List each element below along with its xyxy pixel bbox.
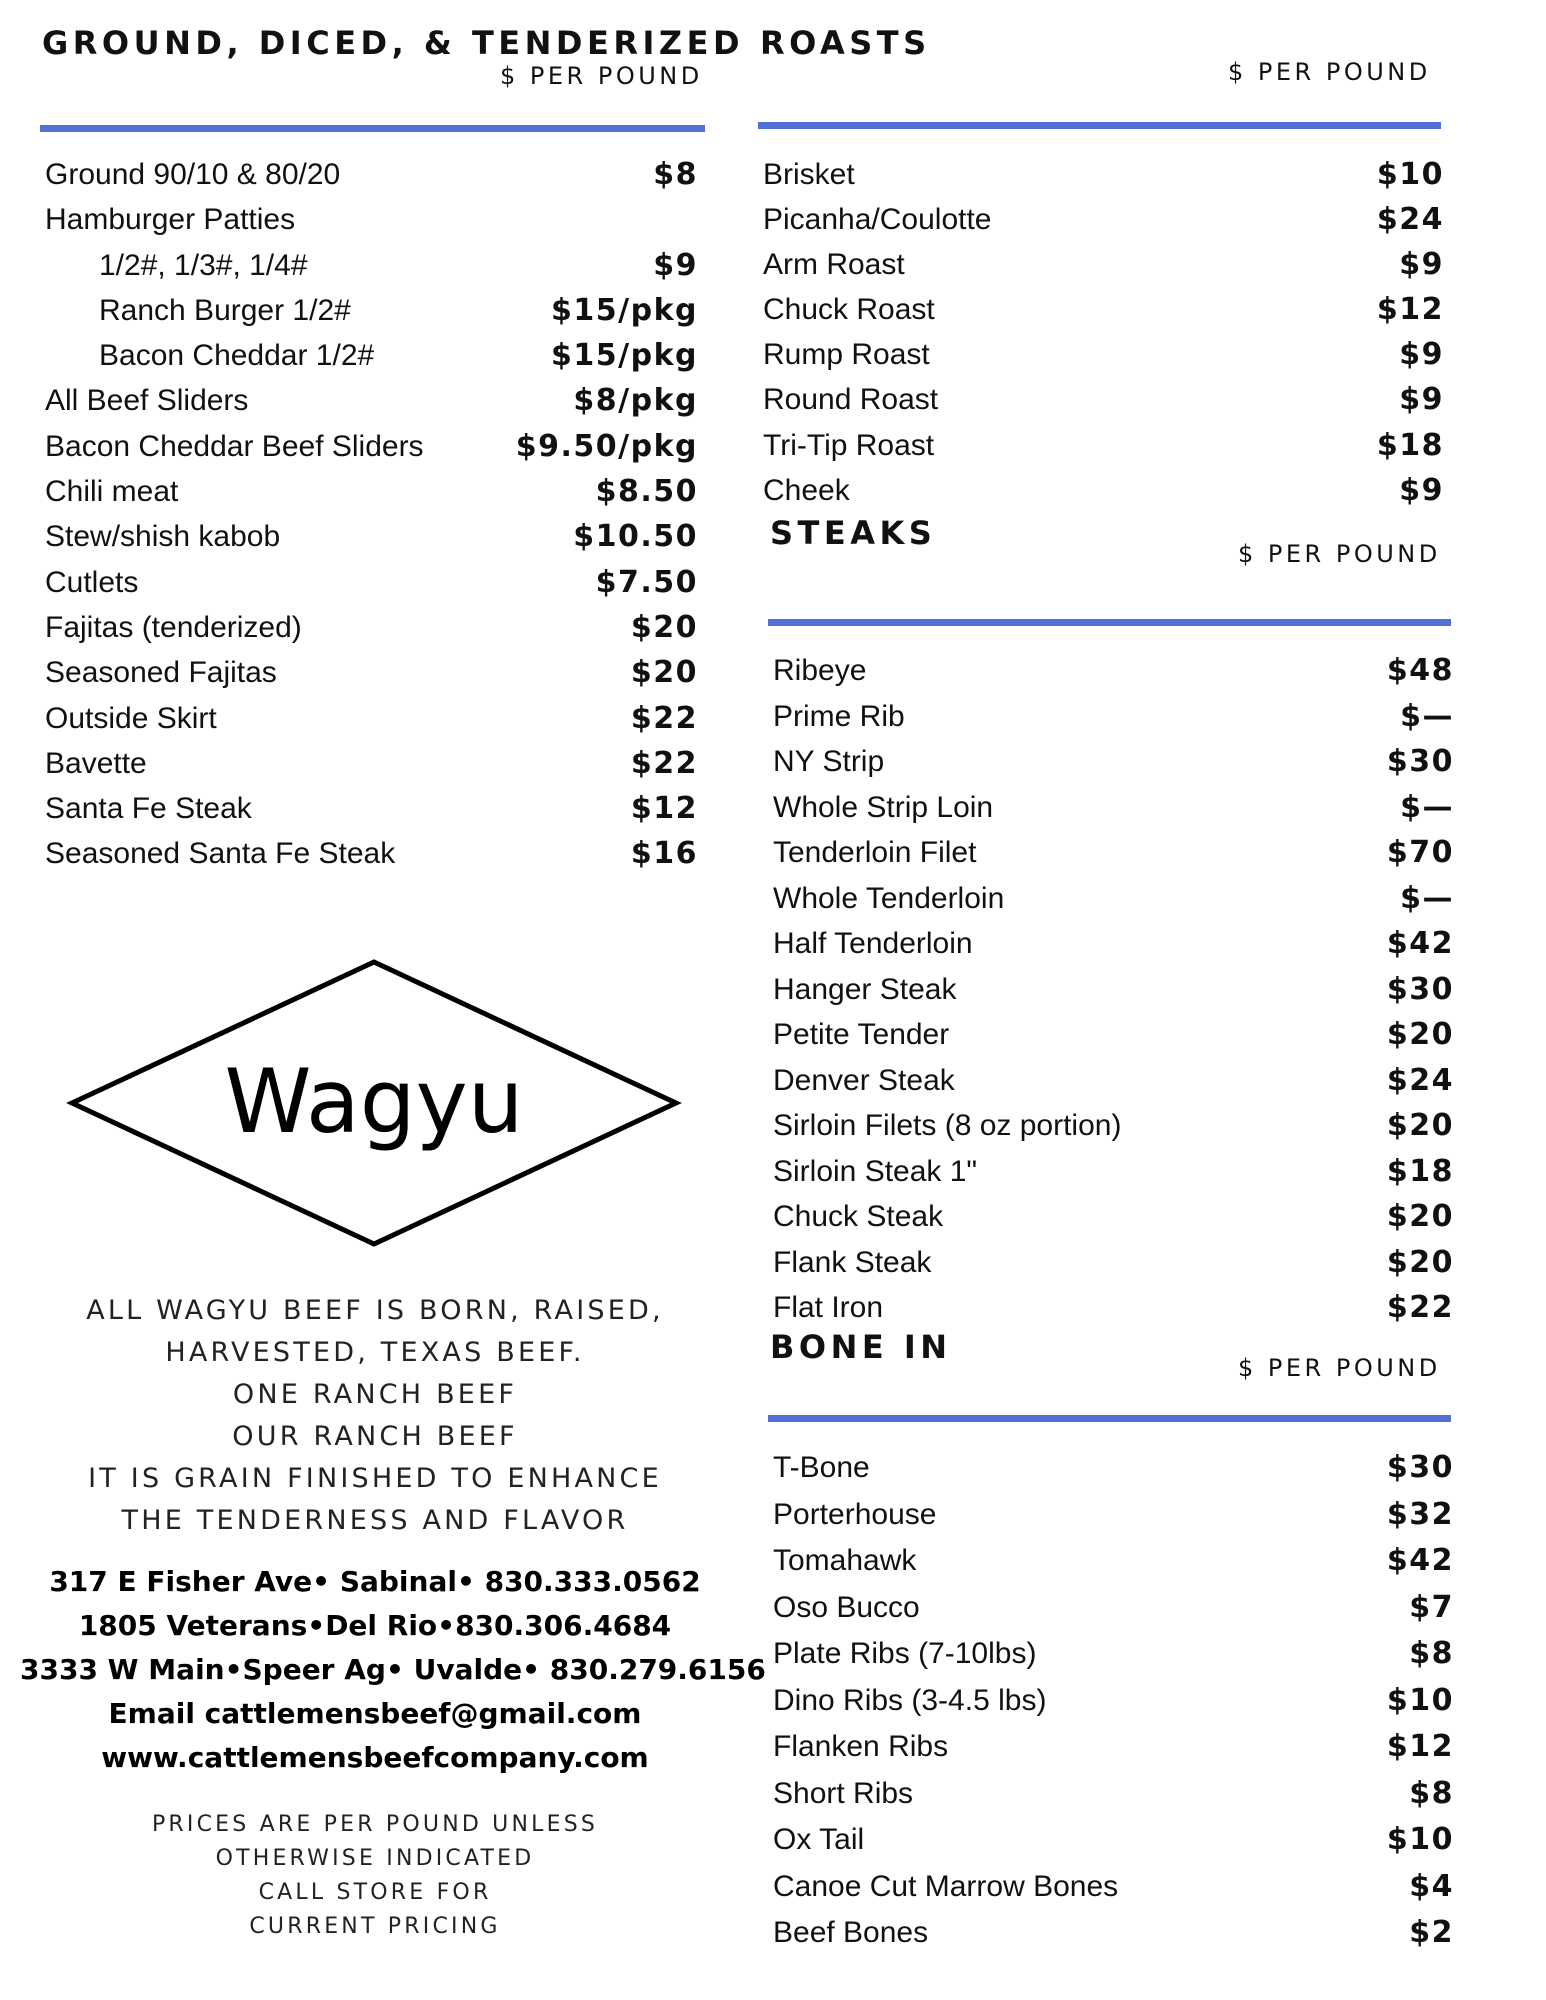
- contact-info: [20, 1560, 766, 1780]
- blurb-line: HARVESTED, TEXAS BEEF.: [165, 1337, 585, 1368]
- item-price: $—: [1400, 698, 1454, 734]
- item-name: Beef Bones: [773, 1916, 929, 1949]
- blurb-line: IT IS GRAIN FINISHED TO ENHANCE: [88, 1463, 662, 1494]
- item-name: Rump Roast: [763, 338, 930, 372]
- item-price: $42: [1386, 926, 1454, 961]
- contact-line: Email cattlemensbeef@gmail.com: [108, 1697, 642, 1730]
- menu-item-1-2-1-3-1-4: [45, 247, 698, 296]
- item-price: $32: [1386, 1496, 1454, 1532]
- menu-item-bacon-cheddar-1-2: [45, 338, 698, 386]
- item-name: Prime Rib: [773, 699, 905, 733]
- ground-per-pound-label: $ PER POUND: [500, 62, 703, 90]
- item-name: Seasoned Santa Fe Steak: [45, 837, 396, 871]
- item-price: $10: [1376, 157, 1444, 192]
- ground-price-list: [45, 157, 698, 885]
- pricing-note: [70, 1808, 680, 1944]
- menu-item-chuck-roast: [763, 292, 1444, 340]
- menu-item-round-roast: [763, 382, 1444, 430]
- item-price: $8.50: [595, 474, 698, 510]
- ground-section-title: GROUND, DICED, & TENDERIZED: [42, 24, 745, 62]
- item-price: $4: [1409, 1868, 1454, 1904]
- item-name: Ground 90/10 & 80/20: [45, 158, 341, 191]
- item-name: Fajitas (tenderized): [45, 610, 302, 644]
- item-name: Cutlets: [45, 565, 139, 599]
- item-name: Flank Steak: [773, 1245, 932, 1279]
- item-price: $15/pkg: [551, 338, 698, 374]
- menu-item-brisket: [763, 157, 1444, 205]
- menu-item-santa-fe-steak: [45, 791, 698, 839]
- item-name: Chili meat: [45, 475, 179, 509]
- item-price: $30: [1386, 971, 1454, 1007]
- menu-item-flank-steak: [773, 1244, 1454, 1294]
- item-name: NY Strip: [773, 745, 885, 778]
- item-price: $30: [1386, 1450, 1454, 1485]
- item-price: $12: [1376, 292, 1444, 328]
- item-name: Santa Fe Steak: [45, 792, 252, 826]
- steaks-divider: [768, 619, 1451, 626]
- item-price: $16: [630, 836, 698, 872]
- item-price: $9: [1399, 247, 1444, 283]
- item-name: Bacon Cheddar 1/2#: [99, 339, 375, 373]
- item-name: Whole Tenderloin: [773, 881, 1005, 915]
- note-line: CALL STORE FOR: [258, 1880, 492, 1905]
- bone-in-divider: [768, 1415, 1451, 1422]
- item-price: $18: [1386, 1153, 1454, 1189]
- item-price: $18: [1376, 427, 1444, 463]
- item-name: Tomahawk: [773, 1544, 917, 1577]
- item-price: $9: [1399, 337, 1444, 373]
- menu-item-outside-skirt: [45, 700, 698, 749]
- roasts-section-title: ROASTS: [760, 24, 931, 62]
- item-price: $—: [1400, 880, 1454, 916]
- item-price: $20: [1386, 1199, 1454, 1234]
- blurb-line: THE TENDERNESS AND FLAVOR: [121, 1505, 629, 1536]
- item-price: $15/pkg: [551, 292, 698, 328]
- note-line: OTHERWISE INDICATED: [215, 1846, 535, 1871]
- item-price: $20: [630, 655, 698, 691]
- menu-item-sirloin-filets-8-oz-portion: [773, 1108, 1454, 1157]
- note-line: PRICES ARE PER POUND UNLESS: [151, 1812, 599, 1837]
- blurb-line: ALL WAGYU BEEF IS BORN, RAISED,: [86, 1295, 664, 1326]
- item-name: Sirloin Filets (8 oz portion): [773, 1109, 1122, 1142]
- wagyu-logo: [66, 958, 682, 1248]
- menu-item-cutlets: [45, 564, 698, 613]
- item-name: Petite Tender: [773, 1018, 950, 1051]
- item-name: Chuck Roast: [763, 293, 935, 327]
- menu-item-hamburger-patties: [45, 205, 698, 250]
- menu-item-tri-tip-roast: [763, 427, 1444, 476]
- item-name: Seasoned Fajitas: [45, 656, 277, 690]
- item-price: $48: [1386, 653, 1454, 688]
- roasts-price-list: [763, 157, 1444, 521]
- item-name: Ribeye: [773, 654, 867, 687]
- item-name: Picanha/Coulotte: [763, 203, 992, 237]
- wagyu-description: [40, 1290, 710, 1542]
- item-price: $24: [1386, 1062, 1454, 1098]
- menu-item-beef-bones: [773, 1915, 1454, 1965]
- item-name: Short Ribs: [773, 1776, 914, 1810]
- item-name: Stew/shish kabob: [45, 520, 281, 554]
- menu-item-dino-ribs-3-4-5-lbs: [773, 1682, 1454, 1733]
- item-price: $9.50/pkg: [515, 428, 698, 464]
- menu-item-whole-tenderloin: [773, 880, 1454, 930]
- bone-in-price-list: [773, 1450, 1454, 1965]
- steaks-per-pound-label: $ PER POUND: [1238, 540, 1441, 568]
- menu-item-all-beef-sliders: [45, 383, 698, 431]
- item-price: $20: [1386, 1108, 1454, 1143]
- item-name: Porterhouse: [773, 1497, 937, 1531]
- menu-item-ground-90-10-80-20: [45, 157, 698, 205]
- item-price: $10: [1386, 1682, 1454, 1718]
- menu-item-fajitas-tenderized: [45, 609, 698, 658]
- item-price: $7: [1409, 1589, 1454, 1625]
- menu-item-flanken-ribs: [773, 1729, 1454, 1779]
- wagyu-logo-text: Wagyu: [224, 1050, 524, 1153]
- item-price: $12: [630, 791, 698, 827]
- menu-item-ranch-burger-1-2: [45, 292, 698, 341]
- menu-item-short-ribs: [773, 1775, 1454, 1826]
- item-price: $9: [653, 247, 698, 283]
- menu-item-ox-tail: [773, 1822, 1454, 1872]
- bone-in-per-pound-label: $ PER POUND: [1238, 1354, 1441, 1382]
- item-name: Whole Strip Loin: [773, 790, 994, 824]
- item-price: $42: [1386, 1543, 1454, 1578]
- item-name: Arm Roast: [763, 248, 905, 282]
- menu-item-picanha-coulotte: [763, 202, 1444, 250]
- item-price: $24: [1376, 202, 1444, 238]
- menu-item-chili-meat: [45, 474, 698, 522]
- bone-in-section-title: BONE IN: [770, 1328, 952, 1366]
- item-price: $20: [1386, 1017, 1454, 1052]
- roasts-per-pound-label: $ PER POUND: [1228, 58, 1431, 86]
- blurb-line: ONE RANCH BEEF: [232, 1379, 518, 1410]
- menu-item-bavette: [45, 745, 698, 794]
- item-price: $22: [630, 745, 698, 781]
- note-line: CURRENT PRICING: [249, 1914, 501, 1939]
- item-price: $22: [1386, 1290, 1454, 1325]
- menu-item-plate-ribs-7-10lbs: [773, 1636, 1454, 1686]
- item-name: T-Bone: [773, 1451, 870, 1484]
- item-name: Denver Steak: [773, 1063, 955, 1097]
- item-price: $8/pkg: [573, 383, 698, 419]
- menu-item-tomahawk: [773, 1543, 1454, 1593]
- menu-item-stew-shish-kabob: [45, 519, 698, 567]
- item-name: Cheek: [763, 473, 850, 507]
- item-price: $2: [1409, 1915, 1454, 1950]
- steaks-price-list: [773, 653, 1454, 1339]
- menu-item-canoe-cut-marrow-bones: [773, 1868, 1454, 1919]
- contact-line: 317 E Fisher Ave• Sabinal• 830.333.0562: [49, 1565, 701, 1598]
- item-name: Tri-Tip Roast: [763, 428, 935, 462]
- item-name: Sirloin Steak 1": [773, 1154, 978, 1188]
- item-name: All Beef Sliders: [45, 384, 249, 418]
- menu-item-ny-strip: [773, 744, 1454, 793]
- menu-item-seasoned-fajitas: [45, 655, 698, 703]
- menu-item-petite-tender: [773, 1017, 1454, 1066]
- item-price: $9: [1399, 382, 1444, 418]
- item-name: Plate Ribs (7-10lbs): [773, 1637, 1037, 1670]
- item-name: Bavette: [45, 746, 147, 780]
- item-price: $8: [1409, 1775, 1454, 1811]
- item-name: Outside Skirt: [45, 701, 217, 735]
- item-price: $22: [630, 700, 698, 736]
- item-name: Bacon Cheddar Beef Sliders: [45, 429, 424, 463]
- item-name: Ranch Burger 1/2#: [99, 293, 351, 327]
- steaks-section-title: STEAKS: [770, 514, 937, 552]
- item-name: Tenderloin Filet: [773, 836, 977, 869]
- item-name: Flanken Ribs: [773, 1730, 949, 1763]
- menu-item-prime-rib: [773, 698, 1454, 748]
- item-price: $70: [1386, 835, 1454, 870]
- item-name: Brisket: [763, 158, 855, 191]
- item-name: Ox Tail: [773, 1823, 865, 1856]
- item-price: $7.50: [595, 564, 698, 600]
- menu-item-bacon-cheddar-beef-sliders: [45, 428, 698, 477]
- item-price: $10.50: [573, 519, 698, 555]
- item-price: $12: [1386, 1729, 1454, 1764]
- menu-item-denver-steak: [773, 1062, 1454, 1112]
- item-name: Hanger Steak: [773, 972, 957, 1006]
- menu-item-seasoned-santa-fe-steak: [45, 836, 698, 884]
- item-price: $20: [1386, 1244, 1454, 1280]
- item-price: $30: [1386, 744, 1454, 779]
- roasts-divider: [758, 122, 1441, 129]
- menu-item-rump-roast: [763, 337, 1444, 385]
- item-name: Dino Ribs (3-4.5 lbs): [773, 1683, 1047, 1717]
- ground-divider: [40, 125, 705, 132]
- menu-item-t-bone: [773, 1450, 1454, 1500]
- item-price: $8: [653, 157, 698, 192]
- item-price: $—: [1400, 789, 1454, 825]
- blurb-line: OUR RANCH BEEF: [232, 1421, 518, 1452]
- menu-item-chuck-steak: [773, 1199, 1454, 1248]
- menu-item-arm-roast: [763, 247, 1444, 295]
- item-price: $8: [1409, 1636, 1454, 1671]
- contact-line: 1805 Veterans•Del Rio•830.306.4684: [78, 1609, 672, 1642]
- item-name: Flat Iron: [773, 1291, 884, 1324]
- item-name: 1/2#, 1/3#, 1/4#: [99, 248, 308, 282]
- item-price: $9: [1399, 472, 1444, 508]
- menu-item-oso-bucco: [773, 1589, 1454, 1640]
- item-name: Half Tenderloin: [773, 927, 973, 960]
- item-name: Round Roast: [763, 383, 939, 417]
- menu-item-whole-strip-loin: [773, 789, 1454, 839]
- menu-item-hanger-steak: [773, 971, 1454, 1021]
- menu-item-porterhouse: [773, 1496, 1454, 1547]
- menu-item-ribeye: [773, 653, 1454, 702]
- item-price: $20: [630, 609, 698, 645]
- item-name: Canoe Cut Marrow Bones: [773, 1869, 1119, 1903]
- item-name: Chuck Steak: [773, 1200, 944, 1233]
- item-price: $10: [1386, 1822, 1454, 1857]
- contact-line: 3333 W Main•Speer Ag• Uvalde• 830.279.6156: [20, 1653, 766, 1686]
- menu-item-half-tenderloin: [773, 926, 1454, 975]
- item-name: Hamburger Patties: [45, 203, 296, 237]
- contact-line: www.cattlemensbeefcompany.com: [101, 1741, 649, 1774]
- item-name: Oso Bucco: [773, 1590, 920, 1624]
- menu-item-tenderloin-filet: [773, 835, 1454, 884]
- menu-item-sirloin-steak-1: [773, 1153, 1454, 1203]
